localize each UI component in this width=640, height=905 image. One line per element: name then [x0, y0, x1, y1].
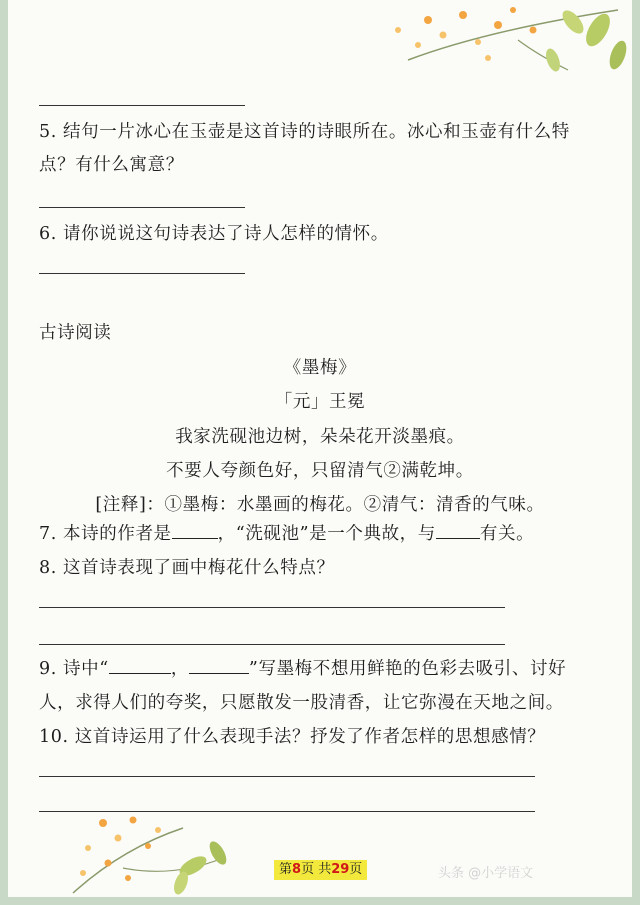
question-6: 6. 请你说说这句诗表达了诗人怎样的情怀。 [39, 224, 389, 244]
footer-prefix: 第 [279, 862, 293, 877]
poem-author: 「元」王冕 [274, 392, 366, 412]
page-number-footer [274, 860, 367, 880]
footer-suffix: 页 [349, 862, 363, 877]
poem-line-blank-1[interactable] [109, 655, 171, 674]
poem-line-1: 我家洗砚池边树，朵朵花开淡墨痕。 [175, 427, 465, 447]
poem-note: [注释]：①墨梅：水墨画的梅花。②清气：清香的气味。 [95, 495, 545, 515]
poem-line-2: 不要人夸颜色好，只留清气②满乾坤。 [166, 461, 474, 481]
question-9-line-2: 人，求得人们的夸奖，只愿散发一股清香，让它弥漫在天地之间。 [39, 693, 564, 713]
floral-decoration-top-icon [368, 0, 632, 80]
poem-line-blank-2[interactable] [189, 655, 249, 674]
question-5-line-2: 点？有什么寓意？ [39, 155, 184, 175]
question-8: 8. 这首诗表现了画中梅花什么特点？ [39, 558, 335, 578]
question-10: 10. 这首诗运用了什么表现手法？抒发了作者怎样的思想感情？ [39, 727, 546, 747]
answer-line[interactable] [39, 207, 245, 208]
section-title: 古诗阅读 [39, 323, 112, 343]
question-9-part-c: ”写墨梅不想用鲜艳的色彩去吸引、讨好 [248, 659, 567, 679]
answer-line[interactable] [39, 273, 245, 274]
answer-line[interactable] [39, 776, 535, 777]
footer-middle: 页 共 [301, 862, 332, 877]
watermark: 头条 @小学语文 [438, 866, 534, 881]
answer-line[interactable] [39, 607, 505, 608]
poem-title: 《墨梅》 [283, 358, 357, 378]
question-9-part-a: 9. 诗中“ [39, 659, 109, 679]
question-7-part-c: 有关。 [479, 524, 535, 544]
answer-line[interactable] [39, 105, 245, 106]
question-9-line-1 [39, 654, 599, 685]
worksheet-page [8, 0, 632, 897]
current-page: 8 [292, 862, 302, 877]
question-7-part-a: 7. 本诗的作者是 [39, 524, 172, 544]
question-5-line-1: 5. 结句一片冰心在玉壶是这首诗的诗眼所在。冰心和玉壶有什么特 [39, 122, 570, 142]
question-9-part-b: ， [170, 659, 189, 679]
total-pages: 29 [331, 862, 350, 877]
allusion-blank[interactable] [436, 520, 480, 539]
question-7-part-b: ，“洗砚池”是一个典故，与 [217, 524, 436, 544]
answer-line[interactable] [39, 644, 505, 645]
floral-decoration-bottom-icon [63, 808, 238, 897]
question-7 [39, 519, 599, 550]
author-blank[interactable] [172, 520, 218, 539]
